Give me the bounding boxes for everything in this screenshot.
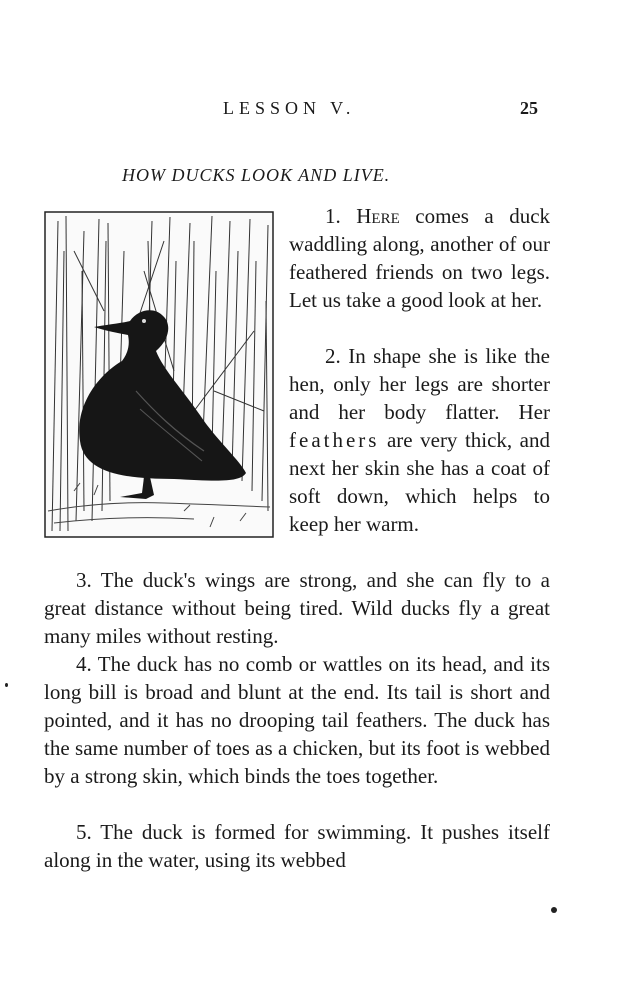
- ink-speck: [5, 683, 8, 687]
- section-title: HOW DUCKS LOOK AND LIVE.: [122, 165, 391, 185]
- paragraph-3: 3. The duck's wings are strong, and she can fly to a great distance without being tired. Wild ducks fly a great many miles without resting.: [44, 568, 550, 648]
- spaced-word: feathers: [289, 428, 380, 452]
- lesson-heading: LESSON V.: [223, 98, 356, 118]
- paragraph-1: [289, 202, 550, 314]
- paragraph-2: [289, 342, 550, 538]
- paragraph-text: comes a duck waddling along, another of our feathered friends on two legs. Let us take a good look at her.: [289, 204, 551, 312]
- paragraph-number: 1.: [325, 204, 341, 228]
- paragraph-4: 4. The duck has no comb or wattles on its head, and its long bill is broad and blunt at the end. Its tail is short and pointed, and it has no drooping tail feathers. The duck has the same number of toes as a chicken, but its foot is webbed by a strong skin, which binds the toes together.: [44, 652, 550, 788]
- duck-illustration: [44, 211, 274, 538]
- ink-speck: [551, 907, 557, 913]
- lead-word: Here: [356, 204, 400, 228]
- paragraph-text: are very thick, and next her skin she has a coat of soft down, which helps to keep her warm.: [289, 428, 551, 536]
- paragraph-5: 5. The duck is formed for swimming. It pushes itself along in the water, using its webbed: [44, 820, 550, 872]
- page-number: 25: [520, 98, 538, 118]
- paragraph-text: 2. In shape she is like the hen, only her legs are shorter and her body flatter. Her: [289, 344, 550, 424]
